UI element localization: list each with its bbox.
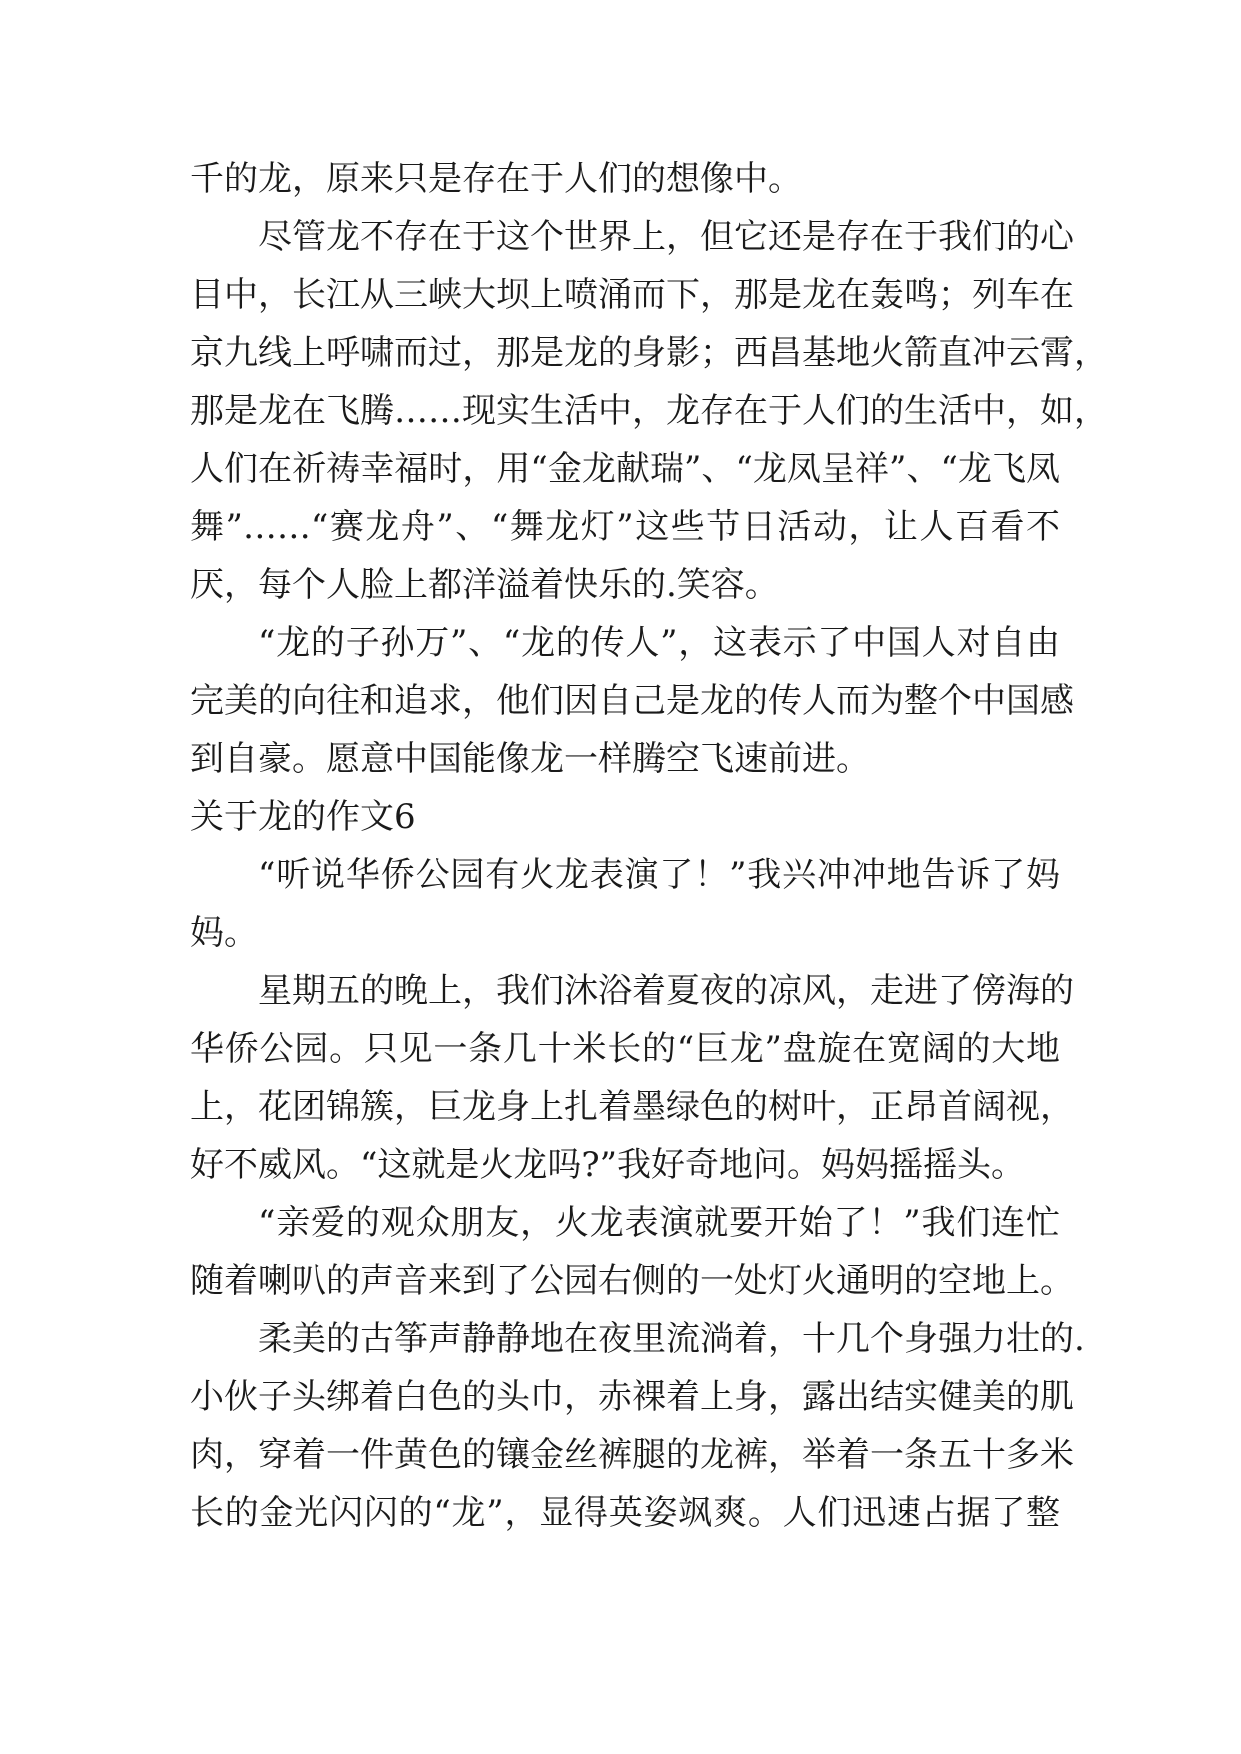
paragraph-line: 完美的向往和追求，他们因自己是龙的传人而为整个中国感	[190, 681, 1074, 721]
paragraph-line: 妈。	[190, 913, 258, 953]
paragraph-line: 肉，穿着一件黄色的镶金丝裤腿的龙裤，举着一条五十多米	[190, 1435, 1074, 1475]
essay-text	[190, 150, 1108, 1542]
paragraph-line: “听说华侨公园有火龙表演了！”我兴冲冲地告诉了妈	[258, 855, 1060, 895]
paragraph-line: 长的金光闪闪的“龙”，显得英姿飒爽。人们迅速占据了整	[190, 1493, 1060, 1533]
paragraph-line: “亲爱的观众朋友，火龙表演就要开始了！”我们连忙	[258, 1203, 1060, 1243]
paragraph-line: 尽管龙不存在于这个世界上，但它还是存在于我们的心	[258, 217, 1074, 257]
paragraph-line: 到自豪。愿意中国能像龙一样腾空飞速前进。	[190, 739, 870, 779]
paragraph-line: 千的龙，原来只是存在于人们的想像中。	[190, 159, 802, 199]
paragraph-line: 华侨公园。只见一条几十米长的“巨龙”盘旋在宽阔的大地	[190, 1029, 1060, 1069]
section-heading: 关于龙的作文6	[190, 797, 416, 837]
paragraph-line: 舞”……“赛龙舟”、“舞龙灯”这些节日活动，让人百看不	[190, 507, 1060, 547]
paragraph-line: 目中，长江从三峡大坝上喷涌而下，那是龙在轰鸣；列车在	[190, 275, 1074, 315]
paragraph-line: 星期五的晚上，我们沐浴着夏夜的凉风，走进了傍海的	[258, 971, 1074, 1011]
paragraph-line: “龙的子孙万”、“龙的传人”，这表示了中国人对自由	[258, 623, 1060, 663]
paragraph-line: 好不威风。“这就是火龙吗?”我好奇地问。妈妈摇摇头。	[190, 1145, 1025, 1185]
paragraph-line: 上，花团锦簇，巨龙身上扎着墨绿色的树叶，正昂首阔视，	[190, 1087, 1074, 1127]
paragraph-line: 柔美的古筝声静静地在夜里流淌着，十几个身强力壮的.	[258, 1319, 1085, 1359]
paragraph-line: 那是龙在飞腾……现实生活中，龙存在于人们的生活中，如，	[190, 391, 1108, 431]
paragraph-line: 小伙子头绑着白色的头巾，赤裸着上身，露出结实健美的肌	[190, 1377, 1074, 1417]
paragraph-line: 随着喇叭的声音来到了公园右侧的一处灯火通明的空地上。	[190, 1261, 1074, 1301]
paragraph-line: 厌，每个人脸上都洋溢着快乐的.笑容。	[190, 565, 779, 605]
paragraph-line: 人们在祈祷幸福时，用“金龙献瑞”、“龙凤呈祥”、“龙飞凤	[190, 449, 1060, 489]
paragraph-line: 京九线上呼啸而过，那是龙的身影；西昌基地火箭直冲云霄，	[190, 333, 1108, 373]
